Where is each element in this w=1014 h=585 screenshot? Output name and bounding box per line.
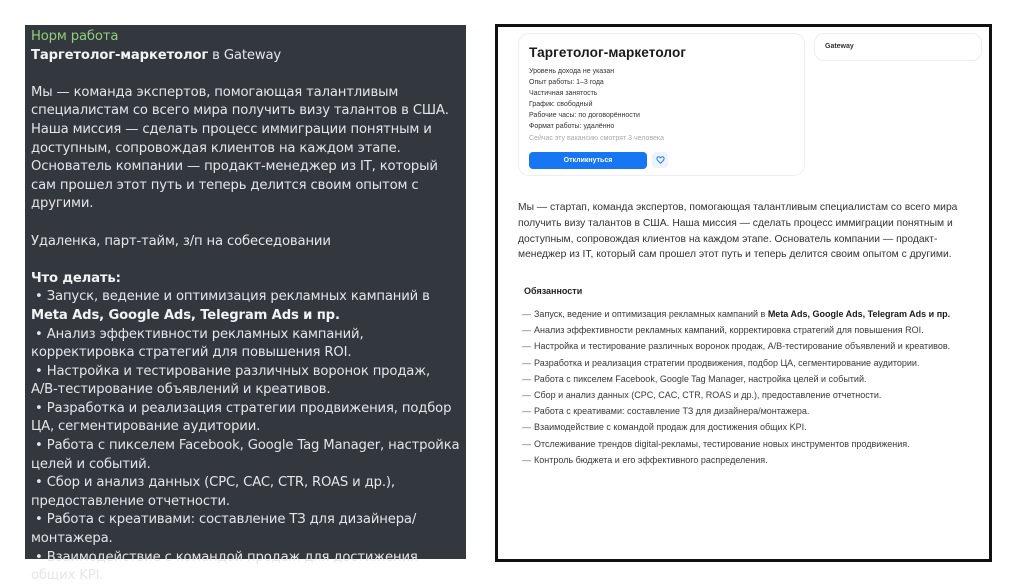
schedule-info: График: свободный bbox=[529, 101, 593, 109]
post-task-item: • Анализ эффективности рекламных кампаний, корректировка стратегий для повышения ROI. bbox=[31, 326, 364, 361]
responsibility-item: — Работа с пикселем Facebook, Google Tag Manager, настройка целей и событий. bbox=[522, 373, 972, 387]
hours-info: Рабочие часы: по договорённости bbox=[529, 112, 640, 120]
favorite-button[interactable] bbox=[652, 152, 668, 168]
dash-bullet: — bbox=[522, 357, 531, 368]
dash-bullet: — bbox=[522, 438, 531, 449]
format-info: Формат работы: удалённо bbox=[529, 123, 615, 131]
vacancy-description: Мы — стартап, команда экспертов, помогающая талантливым специалистам со всего мира получить визу талантов в США. Наша миссия — сделать процесс иммиграции понятным и доступным, сопровождая клиентов на каждом этапе. Основатель компании — продакт-менеджер из IT, который сам прошел этот путь и теперь делится своим опытом с другими. bbox=[518, 202, 958, 261]
dash-bullet: — bbox=[522, 325, 531, 336]
channel-name[interactable]: Норм работа bbox=[31, 29, 119, 44]
responsibilities-title: Обязанности bbox=[524, 286, 583, 296]
responsibility-item: — Взаимодействие с командой продаж для достижения общих KPI. bbox=[522, 421, 972, 435]
responsibilities-list bbox=[522, 308, 972, 470]
dash-bullet: — bbox=[522, 309, 531, 319]
post-company-prefix: в bbox=[208, 47, 224, 63]
responsibility-item: — Запуск, ведение и оптимизация рекламных кампаний в Meta Ads, Google Ads, Telegram Ads и пр. bbox=[522, 308, 972, 322]
dash-bullet: — bbox=[522, 341, 531, 352]
responsibility-item: — Анализ эффективности рекламных кампаний, корректировка стратегий для повышения ROI. bbox=[522, 324, 972, 338]
employment-info: Частичная занятость bbox=[529, 90, 598, 98]
experience-info: Опыт работы: 1–3 года bbox=[529, 79, 604, 87]
post-tasks-heading: Что делать: bbox=[31, 270, 121, 286]
post-company: Gateway bbox=[223, 47, 282, 63]
dash-bullet: — bbox=[522, 390, 531, 401]
post-intro: Мы — команда экспертов, помогающая талантливым специалистам со всего мира получить визу талантов в США. Наша миссия — сделать процесс иммиграции понятным и доступным, сопровождая клиентов на каждом этапе. Основатель компании — продакт-менеджер из IT, который сам прошел этот путь и теперь делится своим опытом с другими. bbox=[31, 84, 449, 212]
post-task-item: • Работа с креативами: составление ТЗ для дизайнера/монтажера. bbox=[31, 512, 417, 547]
post-tasks-list bbox=[31, 288, 460, 585]
vacancy-card bbox=[518, 33, 805, 176]
post-task-item: • Настройка и тестирование различных воронок продаж, A/B-тестирование объявлений и креативов. bbox=[31, 363, 430, 398]
vacancy-meta bbox=[529, 66, 794, 144]
dash-bullet: — bbox=[522, 454, 531, 465]
responsibility-item: — Разработка и реализация стратегии продвижения, подбор ЦА, сегментирование аудитории. bbox=[522, 357, 972, 371]
company-card[interactable] bbox=[814, 33, 982, 61]
vacancy-title: Таргетолог-маркетолог bbox=[529, 45, 687, 60]
post-conditions: Удаленка, парт-тайм, з/п на собеседовании bbox=[31, 233, 331, 249]
post-task-item: • Запуск, ведение и оптимизация рекламных кампаний в Meta Ads, Google Ads, Telegram Ads и пр. bbox=[31, 289, 430, 323]
post-task-item: • Разработка и реализация стратегии продвижения, подбор ЦА, сегментирование аудитории. bbox=[31, 400, 452, 435]
post-task-bold: Meta Ads, Google Ads, Telegram Ads и пр. bbox=[31, 307, 340, 323]
company-name[interactable]: Gateway bbox=[825, 43, 854, 50]
heart-icon bbox=[656, 156, 665, 164]
telegram-post bbox=[25, 25, 466, 584]
dash-bullet: — bbox=[522, 406, 531, 417]
responsibility-item: — Настройка и тестирование различных воронок продаж, A/B-тестирование объявлений и креативов. bbox=[522, 340, 972, 354]
dash-bullet: — bbox=[522, 422, 531, 433]
post-task-item: • Взаимодействие с командой продаж для достижения общих KPI. bbox=[31, 549, 418, 584]
dash-bullet: — bbox=[522, 373, 531, 384]
post-task-item: • Работа с пикселем Facebook, Google Tag Manager, настройка целей и событий. bbox=[31, 438, 460, 472]
vacancy-actions bbox=[529, 152, 794, 169]
responsibility-item: — Контроль бюджета и его эффективного распределения. bbox=[522, 454, 972, 468]
post-title-line bbox=[31, 47, 460, 66]
responsibility-bold: Meta Ads, Google Ads, Telegram Ads и пр. bbox=[767, 309, 951, 319]
salary-info: Уровень дохода не указан bbox=[529, 68, 615, 75]
responsibility-item: — Сбор и анализ данных (CPC, CAC, CTR, ROAS и др.), предоставление отчетности. bbox=[522, 389, 972, 403]
responsibility-item: — Отслеживание трендов digital-рекламы, тестирование новых инструментов продвижения. bbox=[522, 438, 972, 452]
viewers-info: Сейчас эту вакансию смотрят 3 человека bbox=[529, 134, 664, 142]
responsibility-item: — Работа с креативами: составление ТЗ для дизайнера/монтажера. bbox=[522, 405, 972, 419]
post-task-item: • Сбор и анализ данных (CPC, CAC, CTR, ROAS и др.), предоставление отчетности. bbox=[31, 475, 395, 509]
job-page-screenshot bbox=[495, 24, 992, 562]
post-job-title: Таргетолог-маркетолог bbox=[31, 47, 209, 63]
apply-button[interactable]: Откликнуться bbox=[529, 152, 647, 169]
